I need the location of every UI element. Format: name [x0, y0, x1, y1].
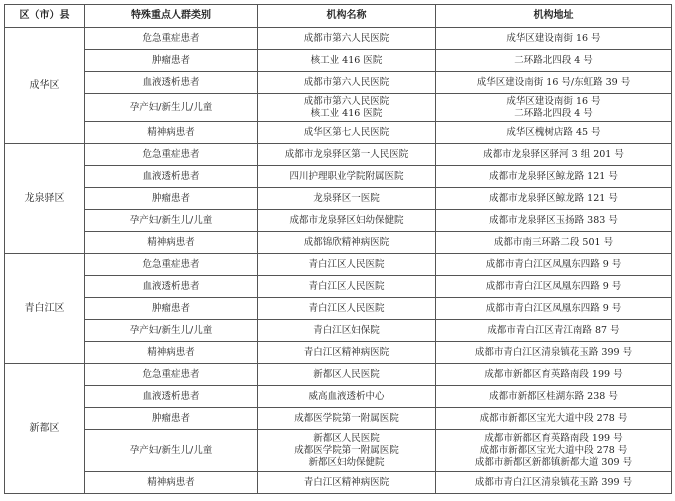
institution-address-cell — [436, 188, 672, 210]
table-row — [5, 320, 672, 342]
institution-address-cell — [436, 276, 672, 298]
institution-name: 威高血液透析中心 — [308, 390, 385, 402]
category-cell: 精神病患者 — [85, 472, 258, 494]
institution-name: 成都医学院第一附属医院 — [294, 412, 399, 424]
category-cell: 血液透析患者 — [85, 72, 258, 94]
table-body — [5, 28, 672, 494]
institution-address-cell — [436, 72, 672, 94]
table-row — [5, 254, 672, 276]
institution-name-cell — [258, 342, 436, 364]
institution-address-cell — [436, 94, 672, 122]
category-cell: 孕产妇/新生儿/儿童 — [85, 94, 258, 122]
category-cell: 危急重症患者 — [85, 28, 258, 50]
institution-name: 核工业 416 医院 — [310, 54, 383, 66]
category-cell: 肿瘤患者 — [85, 408, 258, 430]
institution-name-cell — [258, 210, 436, 232]
category-cell: 危急重症患者 — [85, 254, 258, 276]
institution-address: 成华区建设南街 16 号 — [506, 32, 601, 44]
header-institution-address: 机构地址 — [436, 5, 672, 28]
institution-name: 龙泉驿区一医院 — [313, 192, 380, 204]
header-institution-name: 机构名称 — [258, 5, 436, 28]
institution-address-cell — [436, 28, 672, 50]
table-row — [5, 232, 672, 254]
institution-name-cell — [258, 364, 436, 386]
category-cell: 精神病患者 — [85, 232, 258, 254]
institution-address-cell — [436, 298, 672, 320]
table-row — [5, 72, 672, 94]
institution-name-cell — [258, 144, 436, 166]
table-row — [5, 50, 672, 72]
institution-name-cell — [258, 430, 436, 472]
category-cell: 肿瘤患者 — [85, 298, 258, 320]
institution-name-cell — [258, 232, 436, 254]
institution-name-cell — [258, 254, 436, 276]
institution-name-cell — [258, 166, 436, 188]
institution-name-cell — [258, 472, 436, 494]
institution-name: 成都市龙泉驿区妇幼保健院 — [289, 214, 404, 226]
category-cell: 血液透析患者 — [85, 386, 258, 408]
institution-address: 二环路北四段 4 号 — [514, 107, 593, 119]
institution-name: 成都市第六人民医院 — [303, 95, 390, 107]
institution-address: 成都市青白江区清泉镇花玉路 399 号 — [474, 346, 633, 358]
institution-address: 成都市青白江区清泉镇花玉路 399 号 — [474, 476, 633, 488]
institution-name: 新都区人民医院 — [313, 432, 380, 444]
institution-address: 成都市新都区宝光大道中段 278 号 — [479, 412, 628, 424]
institution-address: 成都市青白江区凤凰东四路 9 号 — [485, 302, 622, 314]
category-cell: 孕产妇/新生儿/儿童 — [85, 320, 258, 342]
category-cell: 肿瘤患者 — [85, 50, 258, 72]
table-row — [5, 472, 672, 494]
institution-address: 成都市新都区宝光大道中段 278 号 — [479, 444, 628, 456]
institution-name-cell — [258, 50, 436, 72]
institution-address-cell — [436, 144, 672, 166]
table-row — [5, 430, 672, 472]
table-row — [5, 188, 672, 210]
institution-name-cell — [258, 408, 436, 430]
institution-address-cell — [436, 364, 672, 386]
table-row — [5, 94, 672, 122]
institution-address: 成华区建设南街 16 号 — [506, 95, 601, 107]
institution-name-cell — [258, 122, 436, 144]
institution-address-cell — [436, 342, 672, 364]
institution-name: 新都区妇幼保健院 — [308, 456, 385, 468]
table-row — [5, 28, 672, 50]
table-row — [5, 122, 672, 144]
category-cell: 危急重症患者 — [85, 144, 258, 166]
category-cell: 孕产妇/新生儿/儿童 — [85, 430, 258, 472]
institution-name: 成都市第六人民医院 — [303, 32, 390, 44]
category-cell: 血液透析患者 — [85, 276, 258, 298]
category-cell: 精神病患者 — [85, 122, 258, 144]
institution-address-cell — [436, 254, 672, 276]
institution-address: 成都市新都区新都镇新都大道 309 号 — [474, 456, 633, 468]
table-row — [5, 276, 672, 298]
institution-address-cell — [436, 408, 672, 430]
category-cell: 精神病患者 — [85, 342, 258, 364]
table-row — [5, 342, 672, 364]
header-district: 区（市）县 — [5, 5, 85, 28]
table-row — [5, 144, 672, 166]
institution-name-cell — [258, 298, 436, 320]
institution-name: 成华区第七人民医院 — [303, 126, 390, 138]
institution-address-cell — [436, 472, 672, 494]
institution-name: 青白江区人民医院 — [308, 302, 385, 314]
institution-name: 成都市第六人民医院 — [303, 76, 390, 88]
institution-name: 青白江区精神病医院 — [303, 346, 390, 358]
institution-name-cell — [258, 276, 436, 298]
institution-address: 成都市龙泉驿区玉扬路 383 号 — [489, 214, 618, 226]
category-cell: 危急重症患者 — [85, 364, 258, 386]
institution-name: 新都区人民医院 — [313, 368, 380, 380]
institution-address-cell — [436, 50, 672, 72]
institution-address: 成华区槐树店路 45 号 — [506, 126, 601, 138]
district-cell: 青白江区 — [5, 254, 85, 364]
institution-address-cell — [436, 122, 672, 144]
institution-address-cell — [436, 430, 672, 472]
institution-name: 成都锦欣精神病医院 — [303, 236, 390, 248]
table-row — [5, 408, 672, 430]
institution-address: 成都市龙泉驿区驿河 3 组 201 号 — [483, 148, 624, 160]
institution-address-cell — [436, 232, 672, 254]
institution-address: 成都市青白江区凤凰东四路 9 号 — [485, 280, 622, 292]
institution-name: 青白江区人民医院 — [308, 258, 385, 270]
header-row — [5, 5, 672, 28]
institution-address: 成都市新都区育英路南段 199 号 — [484, 368, 623, 380]
table-row — [5, 298, 672, 320]
institution-address-cell — [436, 386, 672, 408]
institution-address: 成都市新都区桂湖东路 238 号 — [489, 390, 618, 402]
institution-address: 二环路北四段 4 号 — [514, 54, 593, 66]
table-row — [5, 166, 672, 188]
institution-address: 成都市南三环路二段 501 号 — [493, 236, 614, 248]
institution-name-cell — [258, 320, 436, 342]
institution-table — [4, 4, 672, 494]
category-cell: 血液透析患者 — [85, 166, 258, 188]
table-row — [5, 210, 672, 232]
institution-address: 成都市龙泉驿区鲸龙路 121 号 — [489, 170, 618, 182]
institution-name: 成都市龙泉驿区第一人民医院 — [284, 148, 409, 160]
institution-address-cell — [436, 166, 672, 188]
institution-address: 成都市青白江区凤凰东四路 9 号 — [485, 258, 622, 270]
institution-address: 成都市龙泉驿区鲸龙路 121 号 — [489, 192, 618, 204]
category-cell: 孕产妇/新生儿/儿童 — [85, 210, 258, 232]
institution-name-cell — [258, 386, 436, 408]
institution-address: 成都市青白江区青江南路 87 号 — [487, 324, 620, 336]
institution-name: 青白江区妇保院 — [313, 324, 380, 336]
institution-name: 四川护理职业学院附属医院 — [289, 170, 404, 182]
table-row — [5, 386, 672, 408]
institution-name: 青白江区精神病医院 — [303, 476, 390, 488]
district-cell: 新都区 — [5, 364, 85, 494]
institution-name-cell — [258, 28, 436, 50]
district-cell: 龙泉驿区 — [5, 144, 85, 254]
category-cell: 肿瘤患者 — [85, 188, 258, 210]
institution-address: 成都市新都区育英路南段 199 号 — [484, 432, 623, 444]
institution-address: 成华区建设南街 16 号/东虹路 39 号 — [476, 76, 631, 88]
institution-address-cell — [436, 320, 672, 342]
institution-name: 成都医学院第一附属医院 — [294, 444, 399, 456]
header-category: 特殊重点人群类别 — [85, 5, 258, 28]
district-cell: 成华区 — [5, 28, 85, 144]
institution-name-cell — [258, 72, 436, 94]
institution-name: 青白江区人民医院 — [308, 280, 385, 292]
institution-address-cell — [436, 210, 672, 232]
institution-name-cell — [258, 94, 436, 122]
institution-name-cell — [258, 188, 436, 210]
institution-name: 核工业 416 医院 — [310, 107, 383, 119]
table-row — [5, 364, 672, 386]
